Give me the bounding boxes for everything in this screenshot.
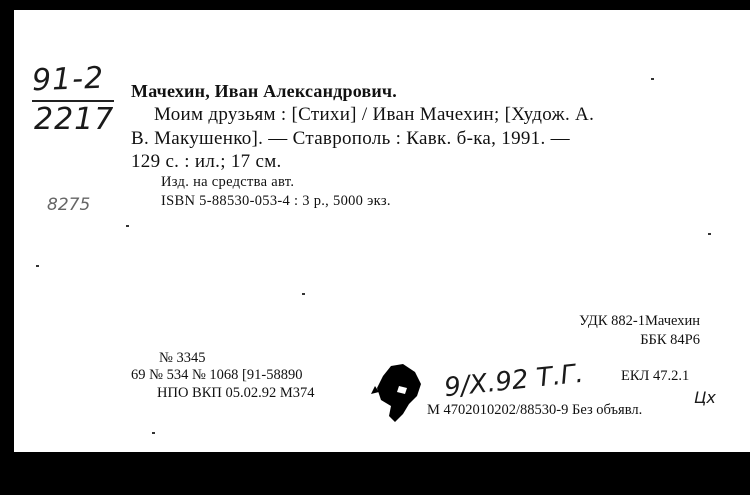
ekl-code: ЕКЛ 47.2.1 xyxy=(621,368,690,384)
speck xyxy=(302,293,305,295)
publication-note: Изд. на средства авт. xyxy=(161,174,295,190)
npo-line: НПО ВКП 05.02.92 М374 xyxy=(157,385,315,401)
bbk-code: ББК 84Р6 xyxy=(640,332,700,348)
shelf-mark: 91-2 xyxy=(31,60,105,99)
speck xyxy=(126,225,129,227)
isbn-line: ISBN 5-88530-053-4 : 3 р., 5000 экз. xyxy=(161,193,391,209)
inventory-stamp: 8275 xyxy=(47,195,91,215)
udc-code: УДК 882-1Мачехин xyxy=(579,313,700,329)
title-line-2: В. Макушенко]. — Ставрополь : Кавк. б-ка, 1991. — xyxy=(131,128,570,149)
speck xyxy=(152,432,155,434)
print-number: № 3345 xyxy=(159,350,206,366)
author-heading: Мачехин, Иван Александрович. xyxy=(131,81,397,101)
speck xyxy=(651,78,654,80)
print-order: 69 № 534 № 1068 [91-58890 xyxy=(131,367,303,383)
speck xyxy=(708,233,711,235)
speck xyxy=(36,265,39,267)
catalog-card xyxy=(14,10,750,452)
m-code-line: М 4702010202/88530-9 Без объявл. xyxy=(427,402,643,418)
title-line-1: Моим друзьям : [Стихи] / Иван Мачехин; [Худож. А. xyxy=(154,104,595,125)
title-line-3: 129 с. : ил.; 17 см. xyxy=(131,151,282,172)
corner-mark: Цх xyxy=(694,388,716,407)
card-number: 2217 xyxy=(34,102,115,137)
received-date: 9/X.92 Т.Г. xyxy=(442,358,585,404)
ink-blot-icon xyxy=(369,362,429,424)
